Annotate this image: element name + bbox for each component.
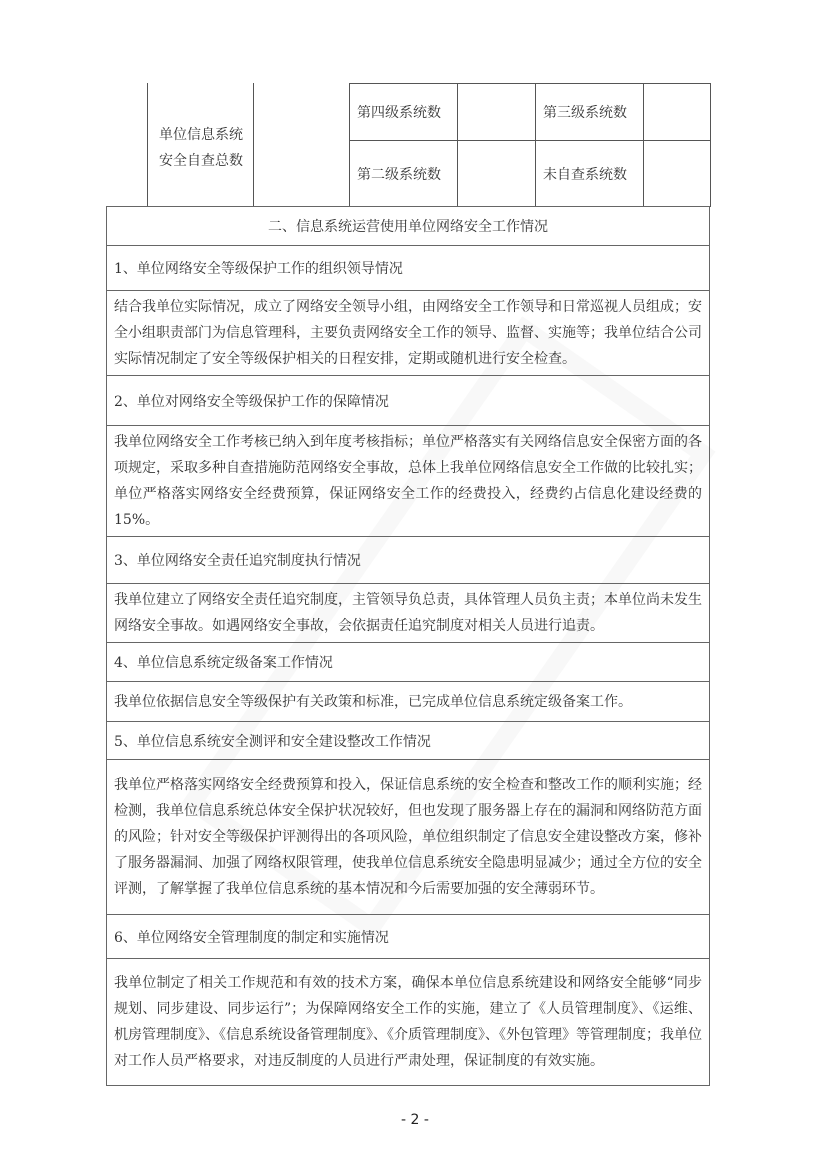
table-border: [147, 83, 148, 206]
unchecked-value[interactable]: [644, 141, 711, 207]
total-self-check-label: [150, 122, 252, 174]
item-body: 我单位制定了相关工作规范和有效的技术方案，确保本单位信息系统建设和网络安全能够“同步规划、同步建设、同步运行”；为保障网络安全工作的实施，建立了《人员管理制度》、《运维、机房管理制度》、《信息系统设备管理制度》、《介质管理制度》、《外包管理》等管理制度；我单位对工作人员严格要求，对违反制度的人员进行严肃处理，保证制度的有效实施。: [107, 959, 710, 1086]
level3-value[interactable]: [644, 84, 711, 141]
total-label-line1: 单位信息系统: [159, 127, 243, 143]
item-body: 我单位依据信息安全等级保护有关政策和标准，已完成单位信息系统定级备案工作。: [107, 682, 710, 722]
item-heading: 5、单位信息系统安全测评和安全建设整改工作情况: [107, 722, 710, 760]
system-level-counts: [349, 83, 711, 207]
total-self-check-value[interactable]: [254, 84, 348, 205]
item-heading: 3、单位网络安全责任追究制度执行情况: [107, 537, 710, 584]
level4-value[interactable]: [458, 84, 536, 141]
section-title: 二、信息系统运营使用单位网络安全工作情况: [107, 207, 710, 246]
level4-label: 第四级系统数: [350, 84, 458, 141]
level2-value[interactable]: [458, 141, 536, 207]
page-number: - 2 -: [401, 1112, 429, 1128]
item-body: 我单位网络安全工作考核已纳入到年度考核指标；单位严格落实有关网络信息安全保密方面的各项规定，采取多种自查措施防范网络安全事故，总体上我单位网络信息安全工作做的比较扎实；单位严格落实网络安全经费预算，保证网络安全工作的经费投入，经费约占信息化建设经费的 15%。: [107, 426, 710, 537]
level3-label: 第三级系统数: [536, 84, 644, 141]
item-heading: 4、单位信息系统定级备案工作情况: [107, 643, 710, 682]
level2-label: 第二级系统数: [350, 141, 458, 207]
item-body: 结合我单位实际情况，成立了网络安全领导小组，由网络安全工作领导和日常巡视人员组成；安全小组职责部门为信息管理科，主要负责网络安全工作的领导、监督、实施等；我单位结合公司实际情况制定了安全等级保护相关的日程安排，定期或随机进行安全检查。: [107, 291, 710, 376]
item-heading: 1、单位网络安全等级保护工作的组织领导情况: [107, 246, 710, 291]
item-body: 我单位严格落实网络安全经费预算和投入，保证信息系统的安全检查和整改工作的顺利实施；经检测，我单位信息系统总体安全保护状况较好，但也发现了服务器上存在的漏洞和网络防范方面的风险；针对安全等级保护评测得出的各项风险，单位组织制定了信息安全建设整改方案，修补了服务器漏洞、加强了网络权限管理，使我单位信息系统安全隐患明显减少；通过全方位的安全评测，了解掌握了我单位信息系统的基本情况和今后需要加强的安全薄弱环节。: [107, 760, 710, 915]
item-body: 我单位建立了网络安全责任追究制度，主管领导负总责，具体管理人员负主责；本单位尚未发生网络安全事故。如遇网络安全事故，会依据责任追究制度对相关人员进行追责。: [107, 584, 710, 643]
unchecked-label: 未自查系统数: [536, 141, 644, 207]
item-heading: 6、单位网络安全管理制度的制定和实施情况: [107, 915, 710, 959]
item-heading: 2、单位对网络安全等级保护工作的保障情况: [107, 376, 710, 426]
total-label-line2: 安全自查总数: [159, 153, 243, 169]
security-work-table: [106, 206, 710, 1086]
